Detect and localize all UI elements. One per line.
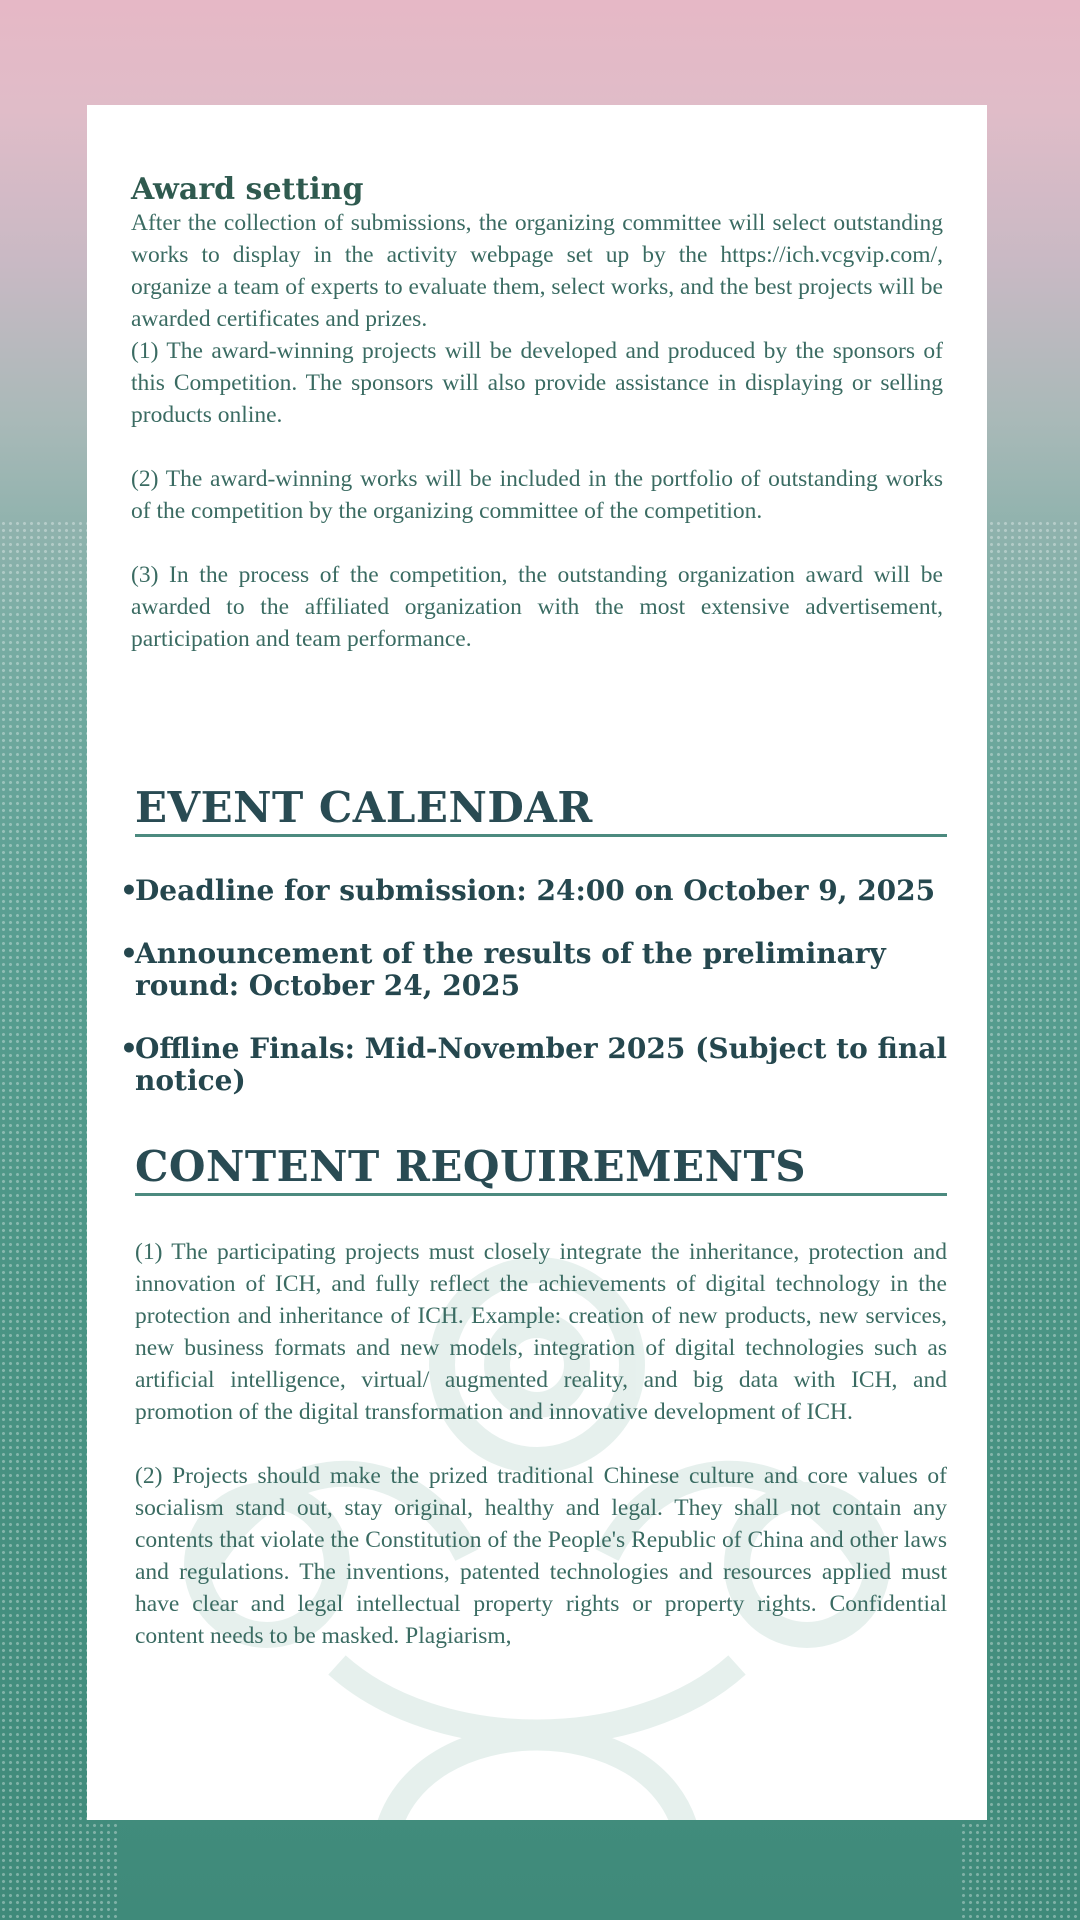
award-item-2: (2) The award-winning works will be included in the portfolio of outstanding works of the competition by the organizing committee of the competition. <box>131 466 943 524</box>
calendar-item-text: Deadline for submission: 24:00 on October 9, 2025 <box>135 874 936 907</box>
requirement-item-1: (1) The participating projects must closely integrate the inheritance, protection and innovation of ICH, and fully reflect the achievements of digital technology in the protection and inheritance of ICH. Example: creation of new products, new services, new business formats and new models, integration of digital technologies such as artificial intelligence, virtual/ augmented reality, and big data with ICH, and promotion of the digital transformation and innovative development of ICH. <box>135 1239 947 1425</box>
content-requirements-title: CONTENT REQUIREMENTS <box>135 1143 947 1196</box>
content-requirements-section <box>135 1236 947 1652</box>
calendar-item <box>120 938 950 1002</box>
calendar-item-text: Offline Finals: Mid-November 2025 (Subject to final notice) <box>135 1032 948 1097</box>
award-setting-heading: Award setting <box>131 172 364 207</box>
calendar-item <box>120 1033 950 1097</box>
bullet-icon: • <box>120 874 138 907</box>
bullet-icon: • <box>120 937 138 970</box>
bullet-icon: • <box>120 1032 138 1065</box>
award-setting-section <box>131 173 943 655</box>
content-panel <box>87 105 987 1820</box>
award-item-1: (1) The award-winning projects will be developed and produced by the sponsors of this Competition. The sponsors will also provide assistance in displaying or selling products online. <box>131 338 943 428</box>
calendar-item <box>120 875 950 907</box>
requirement-item-2: (2) Projects should make the prized traditional Chinese culture and core values of socialism stand out, stay original, healthy and legal. They shall not contain any contents that violate the Constitution of the People's Republic of China and other laws and regulations. The inventions, patented technologies and resources applied must have clear and legal intellectual property rights or property rights. Confidential content needs to be masked. Plagiarism, <box>135 1463 947 1649</box>
award-item-3: (3) In the process of the competition, the outstanding organization award will be awarded to the affiliated organization with the most extensive advertisement, participation and team performance. <box>131 562 943 652</box>
calendar-item-text: Announcement of the results of the preliminary round: October 24, 2025 <box>135 937 886 1002</box>
event-calendar-title: EVENT CALENDAR <box>135 784 947 837</box>
award-intro-paragraph: After the collection of submissions, the organizing committee will select outstanding works to display in the activity webpage set up by the https://ich.vcgvip.com/, organize a team of experts to evaluate them, select works, and the best projects will be awarded certificates and prizes. <box>131 210 943 332</box>
event-calendar-list <box>120 875 950 1128</box>
